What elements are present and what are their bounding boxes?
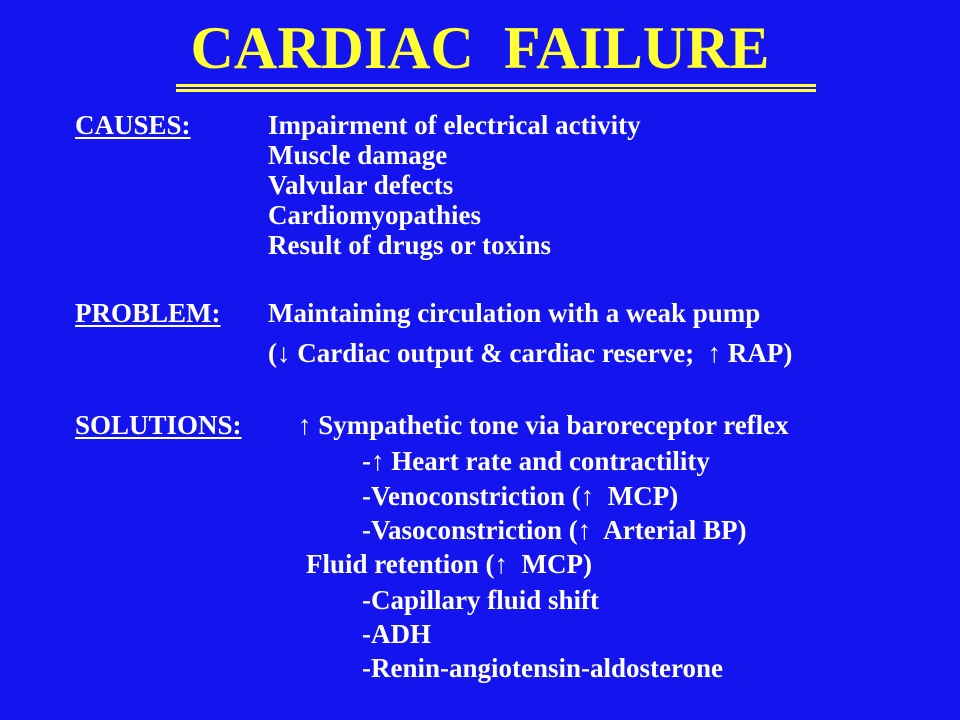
- slide-title: CARDIAC FAILURE: [190, 15, 770, 81]
- solution-sub-item: -↑ Heart rate and contractility: [362, 446, 710, 476]
- solution-sub-item: -ADH: [362, 619, 431, 649]
- causes-item: Cardiomyopathies: [268, 200, 482, 230]
- solution-main: Fluid retention (↑ MCP): [306, 549, 592, 579]
- solutions-label: SOLUTIONS:: [75, 410, 242, 440]
- problem-detail: (↓ Cardiac output & cardiac reserve; ↑ RAP): [268, 338, 793, 368]
- solution-sub-item: -Renin-angiotensin-aldosterone: [362, 653, 724, 683]
- solution-sub-item: -Capillary fluid shift: [362, 585, 600, 615]
- problem-label: PROBLEM:: [75, 298, 221, 328]
- title-rule-line-top: [176, 84, 816, 87]
- causes-item: Valvular defects: [268, 170, 454, 200]
- causes-item: Impairment of electrical activity: [268, 110, 641, 140]
- causes-item: Muscle damage: [268, 140, 448, 170]
- solution-sub-item: -Venoconstriction (↑ MCP): [362, 481, 679, 511]
- title-double-rule: [176, 84, 816, 92]
- solution-main: ↑ Sympathetic tone via baroreceptor reflex: [298, 410, 789, 440]
- problem-text: Maintaining circulation with a weak pump: [268, 298, 761, 328]
- causes-label: CAUSES:: [75, 110, 191, 140]
- causes-item: Result of drugs or toxins: [268, 230, 552, 260]
- title-rule-line-bottom: [176, 89, 816, 92]
- solution-sub-item: -Vasoconstriction (↑ Arterial BP): [362, 515, 747, 545]
